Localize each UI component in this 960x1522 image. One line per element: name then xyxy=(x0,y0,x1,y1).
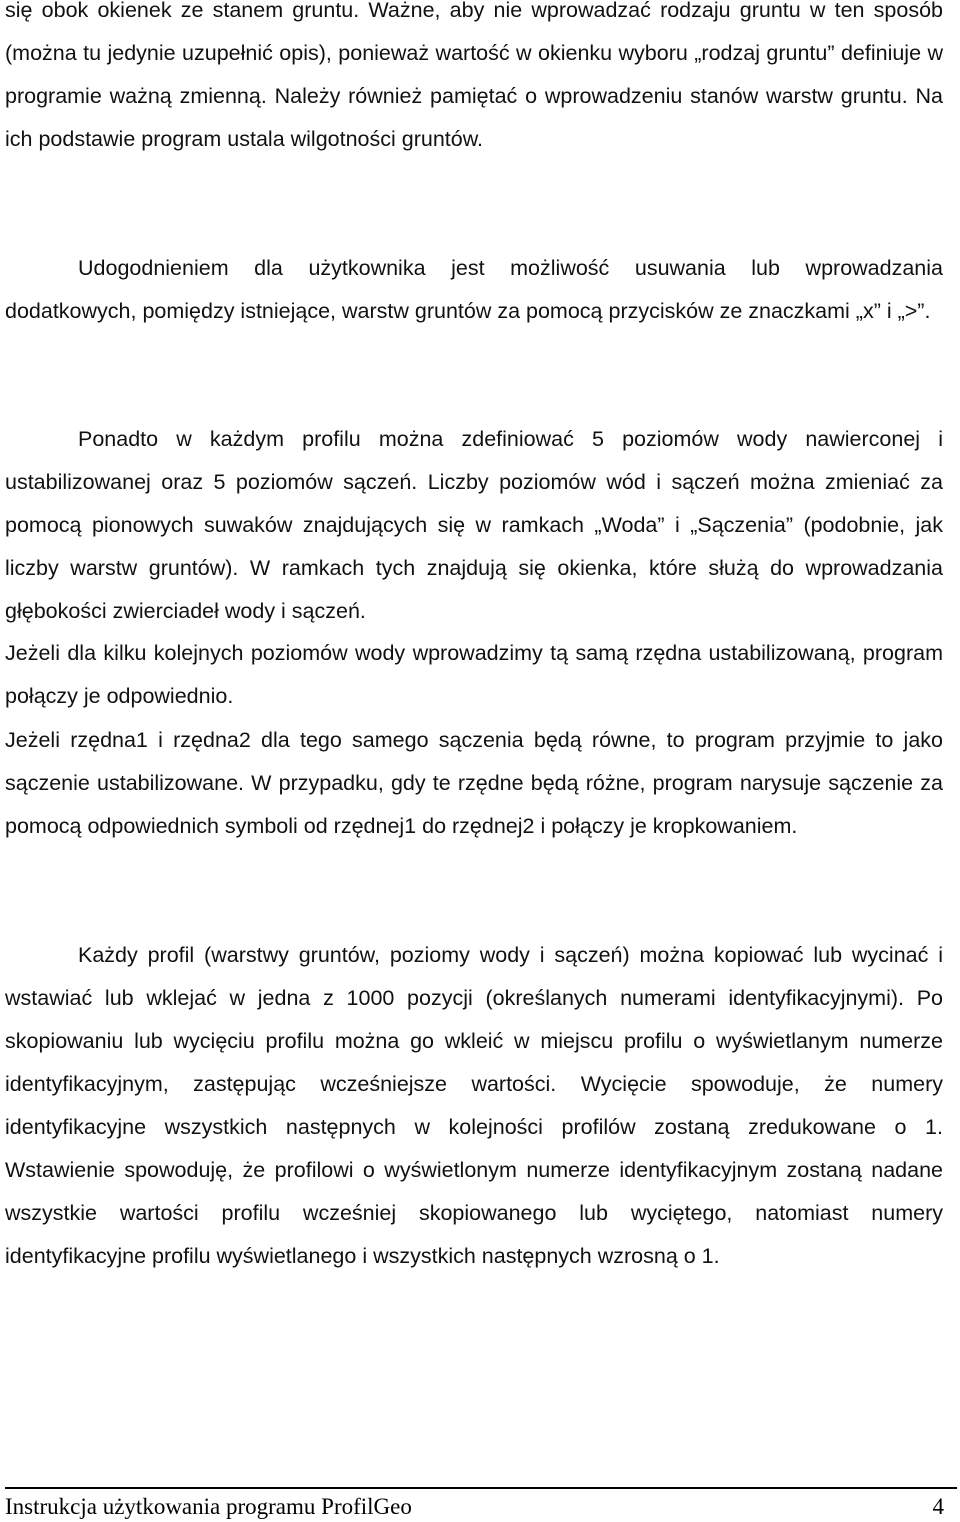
paragraph-water-levels: Ponadto w każdym profilu można zdefiniować 5 poziomów wody nawierconej i ustabilizowanej oraz 5 poziomów sączeń. Liczby poziomów wód i sączeń można zmieniać za pomocą pionowych suwaków znajdujących się w ramkach „Woda” i „Sączenia” (podobnie, jak liczby warstw gruntów). W ramkach tych znajdują się okienka, które służą do wprowadzania głębokości zwierciadeł wody i sączeń. xyxy=(5,427,943,623)
paragraph-profile-copy: Każdy profil (warstwy gruntów, poziomy wody i sączeń) można kopiować lub wycinać i wstawiać lub wklejać w jedna z 1000 pozycji (określanych numerami identyfikacyjnymi). Po skopiowaniu lub wycięciu profilu można go wkleić w miejscu profilu o wyświetlanym numerze identyfikacyjnym, zastępując wcześniejsze wartości. Wycięcie spowoduje, że numery identyfikacyjne wszystkich następnych w kolejności profilów zostaną zredukowane o 1. Wstawienie spowoduję, że profilowi o wyświetlonym numerze identyfikacyjnym zostaną nadane wszystkie wartości profilu wcześniej skopiowanego lub wyciętego, natomiast numery identyfikacyjne profilu wyświetlanego i wszystkich następnych wzrosną o 1. xyxy=(5,943,943,1268)
paragraph-layer-buttons: Udogodnieniem dla użytkownika jest możliwość usuwania lub wprowadzania dodatkowych, pomiędzy istniejące, warstw gruntów za pomocą przycisków ze znaczkami „x” i „>”. xyxy=(5,256,943,323)
paragraph-soil-types-continued: się obok okienek ze stanem gruntu. Ważne, aby nie wprowadzać rodzaju gruntu w ten sposób (można tu jedynie uzupełnić opis), ponieważ wartość w okienku wyboru „rodzaj gruntu” definiuje w programie ważną zmienną. Należy również pamiętać o wprowadzeniu stanów warstw gruntu. Na ich podstawie program ustala wilgotności gruntów. xyxy=(5,0,943,151)
footer-divider xyxy=(5,1487,957,1489)
paragraph-seepage-levels: Jeżeli rzędna1 i rzędna2 dla tego samego sączenia będą równe, to program przyjmie to jako sączenie ustabilizowane. W przypadku, gdy te rzędne będą różne, program narysuje sączenie za pomocą odpowiednich symboli od rzędnej1 do rzędnej2 i połączy je kropkowaniem. xyxy=(5,728,943,838)
footer-title: Instrukcja użytkowania programu ProfilGeo xyxy=(5,1494,412,1519)
paragraph-stabilized-levels: Jeżeli dla kilku kolejnych poziomów wody wprowadzimy tą samą rzędna ustabilizowaną, program połączy je odpowiednio. xyxy=(5,641,943,708)
page-number: 4 xyxy=(932,1494,944,1519)
